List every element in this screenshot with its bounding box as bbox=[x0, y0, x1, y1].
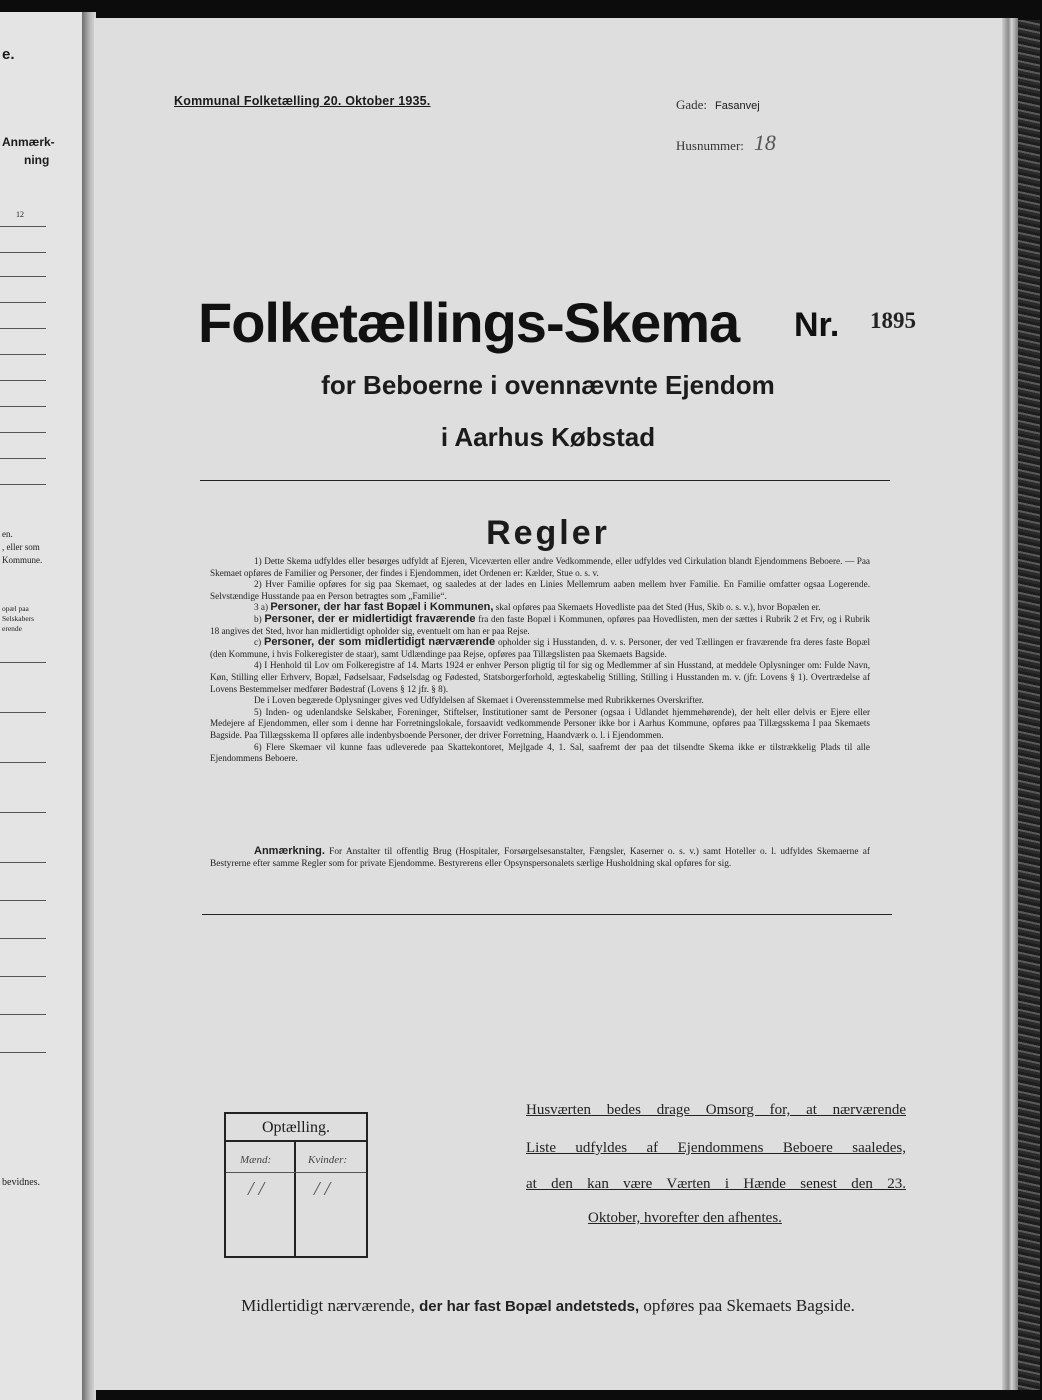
rule-3a-text: skal opføres paa Skemaets Hovedliste paa det Sted (Hus, Skib o. s. v.), hvor Bopælen er. bbox=[495, 602, 821, 613]
rule-4: 4) I Henhold til Lov om Folkeregistre af 14. Marts 1924 er enhver Person pligtig til for sig og Medlemmer af sin Husstand, at meddele Oplysninger om: Fulde Navn, Køn, Stilling eller Erhverv, Bopæl, Fødselsaar, Fødselsdag og Fødested, Statsborgerforhold, ægteskabelig Stilling, Stilling i Husstanden m. v. (jfr. Lovens § 1). Overtrædelse af Lovens Bestemmelser medfører Bødestraf (Lovens § 12 jfr. § 8). bbox=[210, 660, 870, 694]
count-box-rule bbox=[226, 1172, 366, 1173]
divider bbox=[200, 480, 890, 481]
rule-3c-heading: Personer, der som midlertidigt nærværende bbox=[264, 636, 496, 649]
left-fragment: e. bbox=[2, 46, 15, 63]
left-rule bbox=[0, 252, 46, 253]
left-rule bbox=[0, 938, 46, 939]
house-number-value: 18 bbox=[753, 130, 776, 155]
rule-3c-prefix: c) bbox=[254, 637, 262, 648]
left-fragment: Kommune. bbox=[2, 555, 43, 565]
rule-3b-text: fra den faste Bopæl i Kommunen, opføres paa Hovedlisten, men der sættes i Rubrik 2 et Frv, og i Rubrik 18 angives det Sted, hvor han midlertidigt opholder sig, eventuelt om han er paa Rejse. bbox=[210, 613, 870, 636]
left-rule bbox=[0, 1052, 46, 1053]
women-label: Kvinder: bbox=[308, 1154, 348, 1166]
count-box bbox=[224, 1112, 368, 1258]
remark-label: Anmærkning. bbox=[254, 845, 325, 857]
rules-heading: Regler bbox=[486, 514, 610, 552]
rule-3b bbox=[210, 614, 870, 637]
street-label: Gade: bbox=[676, 97, 708, 112]
instruction-line: Oktober, hvorefter den afhentes. bbox=[588, 1210, 782, 1226]
left-rule bbox=[0, 328, 46, 329]
rule-2: 2) Hver Familie opføres for sig paa Skemaet, og saaledes at der lades en Linies Mellemrum aaben mellem hver Familie. En Familie omfatter ogsaa Logerende. Selvstændige Husstande paa en Person betragtes som „Familie“. bbox=[210, 579, 870, 601]
left-rule bbox=[0, 432, 46, 433]
left-rule bbox=[0, 226, 46, 227]
left-rule bbox=[0, 484, 46, 485]
left-rule bbox=[0, 276, 46, 277]
left-rule bbox=[0, 458, 46, 459]
left-fragment: opæl paa bbox=[2, 604, 29, 613]
men-tally: / / bbox=[248, 1178, 265, 1200]
form-number-value: 1895 bbox=[870, 308, 916, 333]
left-rule bbox=[0, 662, 46, 663]
left-rule bbox=[0, 762, 46, 763]
left-fragment: 12 bbox=[16, 210, 24, 219]
rule-3a-prefix: 3 a) bbox=[254, 602, 269, 613]
rules-text bbox=[210, 556, 870, 765]
street-field bbox=[676, 96, 760, 114]
instruction-line: Husværten bedes drage Omsorg for, at nærværende bbox=[526, 1102, 906, 1118]
page-edge bbox=[1002, 18, 1018, 1390]
form-title: Folketællings-Skema bbox=[198, 291, 740, 354]
left-rule bbox=[0, 406, 46, 407]
house-number-field bbox=[676, 130, 776, 156]
rule-4b: De i Loven begærede Oplysninger gives ved Udfyldelsen af Skemaet i Overensstemmelse med Rubrikkernes Overskrifter. bbox=[254, 695, 704, 706]
left-fragment: ning bbox=[24, 153, 50, 167]
rule-3b-prefix: b) bbox=[254, 613, 262, 624]
count-box-title: Optælling. bbox=[226, 1114, 366, 1142]
divider bbox=[202, 914, 892, 915]
instruction-line: Liste udfyldes af Ejendommens Beboere saaledes, bbox=[526, 1140, 906, 1156]
rule-3c-text: opholder sig i Husstanden, d. v. s. Personer, der ved Tællingen er fraværende fra deres faste Bopæl (den Kommune, i hvis Folkeregister de staar), samt Udlændinge paa Rejse, opføres paa Tillægslisten paa Skemaets Bagside. bbox=[210, 637, 871, 659]
left-fragment: erende bbox=[2, 624, 22, 633]
street-value: Fasanvej bbox=[715, 100, 760, 112]
footer-note bbox=[94, 1296, 1002, 1316]
left-fragment: Selskabers bbox=[2, 614, 35, 623]
left-rule bbox=[0, 302, 46, 303]
form-number-label: Nr. bbox=[794, 306, 840, 344]
rule-1: 1) Dette Skema udfyldes eller besørges udfyldt af Ejeren, Viceværten eller andre Vedkommende, eller udfyldes ved Cirkulation blandt Ejendommens Beboere. — Paa Skemaet opføres de Familier og Personer, der findes i Ejendommen, idet Ordenen er: Kælder, Stue o. s. v. bbox=[210, 556, 870, 578]
left-rule bbox=[0, 1014, 46, 1015]
left-rule bbox=[0, 812, 46, 813]
remark-text: For Anstalter til offentlig Brug (Hospitaler, Forsørgelsesanstalter, Fængsler, Kaserner o. s. v.) samt Hoteller o. l. udfyldes Skemaerne af Bestyrerne efter samme Regler som for private Ejendomme. Bestyrerens eller Opsynspersonalets særlige Husholdning skal opføres for sig. bbox=[210, 847, 871, 869]
rule-5: 5) Inden- og udenlandske Selskaber, Foreninger, Stiftelser, Institutioner samt de Personer (ogsaa i Udlandet hjemmehørende), der helt eller delvis er Ejere eller Medejere af Ejendommen, eller som i denne har Forretningslokale, forsaavidt vedkommende Personer ikke bor i Aarhus Kommune, opføres paa Tillægsskema I paa Skemaets Bagside. Paa Tillægsskema II opføres alle indenbysboende Personer, der driver Forretning, Haandværk o. l. i Ejendommen. bbox=[210, 706, 870, 740]
left-fragment: , eller som bbox=[2, 542, 40, 552]
instruction-line: at den kan være Værten i Hænde senest den 23. bbox=[526, 1176, 906, 1192]
left-fragment: en. bbox=[2, 529, 13, 539]
form-location: i Aarhus Købstad bbox=[440, 422, 656, 452]
form-subtitle: for Beboerne i ovennævnte Ejendom bbox=[321, 370, 775, 400]
book-binding bbox=[1018, 20, 1040, 1390]
women-tally: / / bbox=[314, 1178, 331, 1200]
left-fragment: Anmærk- bbox=[2, 135, 55, 149]
house-number-label: Husnummer: bbox=[676, 138, 744, 153]
left-facing-page bbox=[0, 12, 84, 1400]
left-rule bbox=[0, 380, 46, 381]
census-header: Kommunal Folketælling 20. Oktober 1935. bbox=[174, 94, 431, 108]
left-rule bbox=[0, 354, 46, 355]
left-rule bbox=[0, 976, 46, 977]
left-rule bbox=[0, 900, 46, 901]
left-rule bbox=[0, 862, 46, 863]
rule-3b-heading: Personer, der er midlertidigt fraværende bbox=[264, 612, 476, 625]
footer-bold: der har fast Bopæl andetsteds, bbox=[419, 1298, 640, 1315]
footer-post: opføres paa Skemaets Bagside. bbox=[643, 1296, 855, 1315]
census-form-page bbox=[94, 18, 1002, 1390]
rule-3c bbox=[210, 637, 870, 660]
men-label: Mænd: bbox=[240, 1154, 272, 1166]
rule-6: 6) Flere Skemaer vil kunne faas udleverede paa Skattekontoret, Mejlgade 4, 1. Sal, saafremt der paa det tilsendte Skema ikke er tilstrækkelig Plads til alle Ejendommens Beboere. bbox=[210, 741, 870, 764]
remark-block bbox=[210, 846, 870, 871]
rule-3a-heading: Personer, der har fast Bopæl i Kommunen, bbox=[270, 601, 494, 614]
left-fragment: bevidnes. bbox=[2, 1177, 41, 1188]
footer-pre: Midlertidigt nærværende, bbox=[241, 1296, 415, 1315]
left-rule bbox=[0, 712, 46, 713]
